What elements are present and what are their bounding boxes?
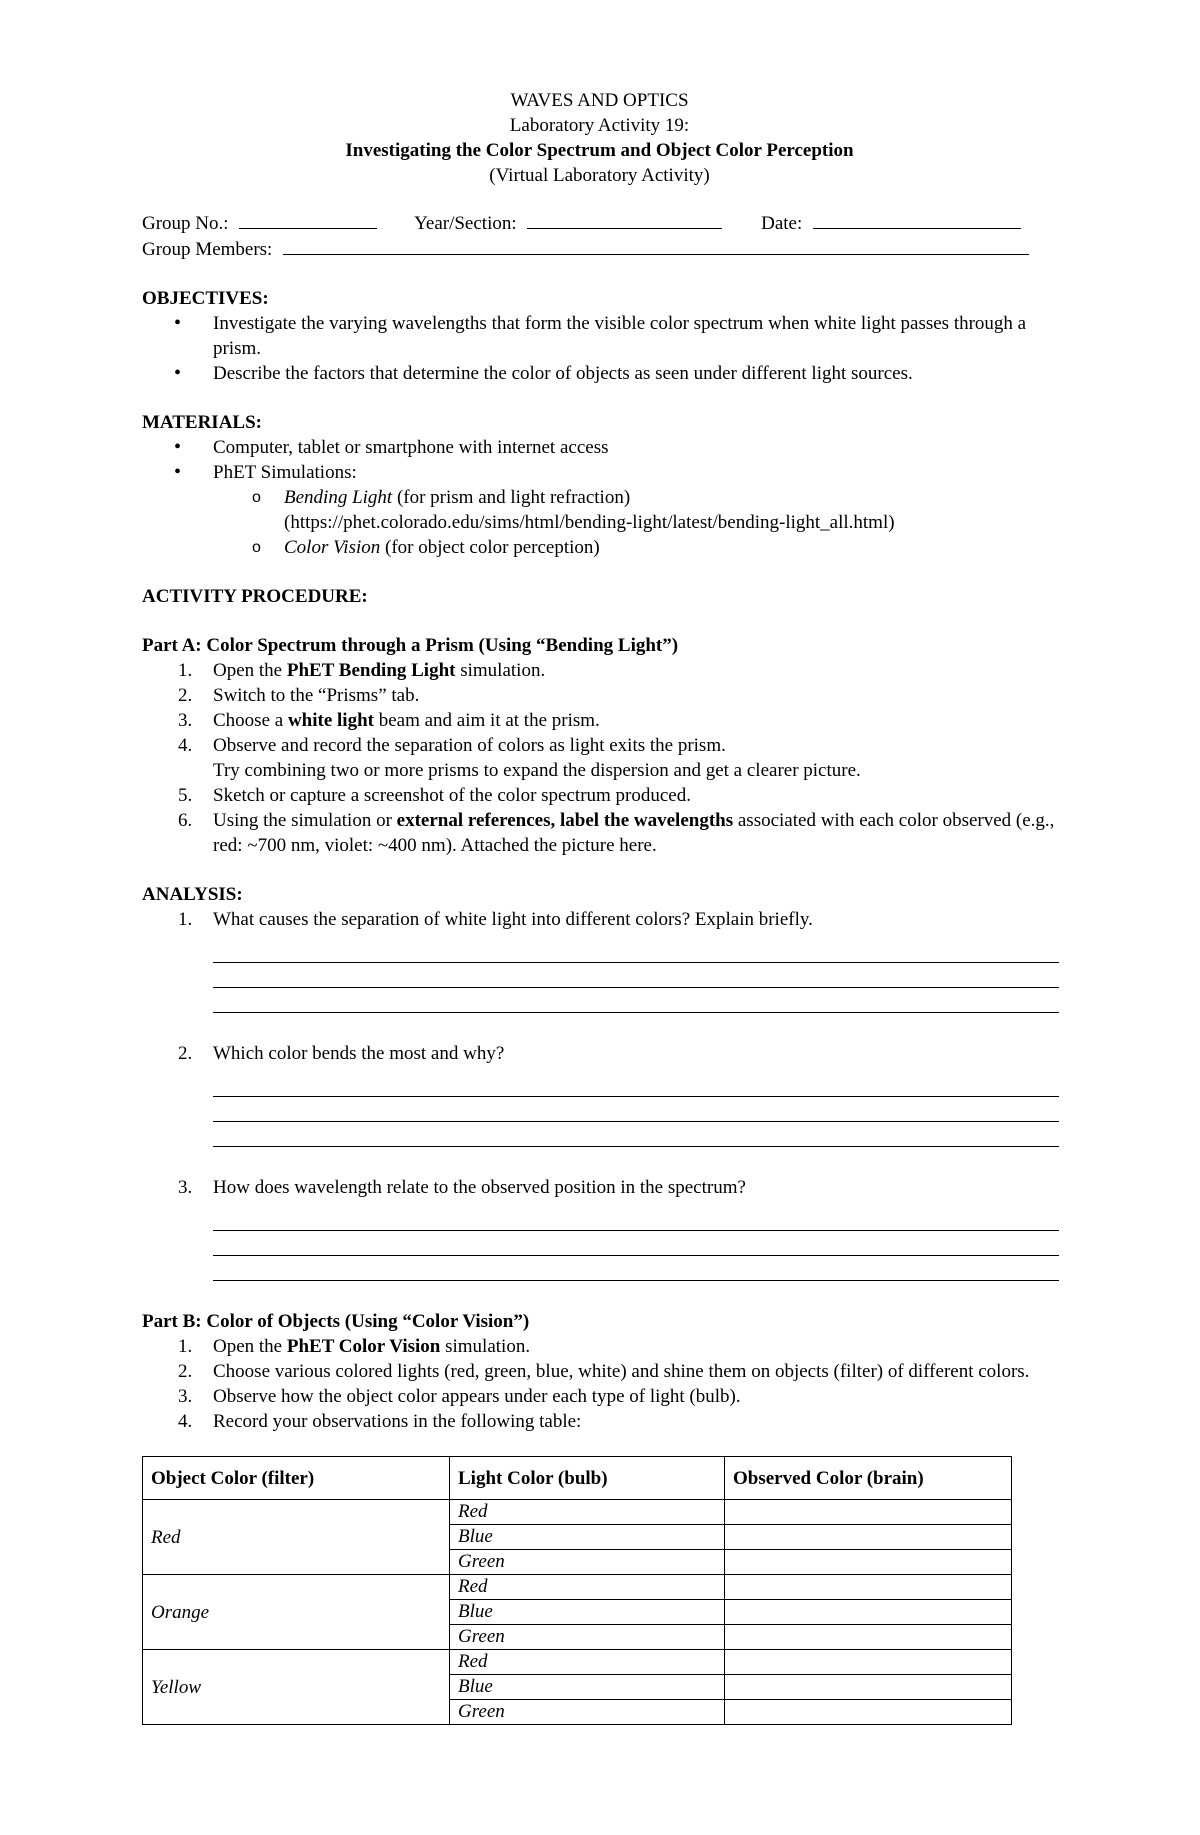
column-header: Light Color (bulb) [450,1457,725,1500]
observed-color-cell[interactable] [725,1625,1012,1650]
objectives-list [142,311,1057,386]
step-number: 2. [178,1361,193,1382]
analysis-questions [142,1041,1057,1066]
light-color-cell: Blue [450,1525,725,1550]
answer-lines-q1 [213,938,1059,1013]
answer-line[interactable] [213,1072,1059,1097]
objective-item: • Describe the factors that determine the color of objects as seen under different light sources. [142,361,1057,386]
table-row [143,1500,1012,1525]
sim-name: Bending Light [284,487,393,508]
step-item [142,708,1057,733]
observed-color-cell[interactable] [725,1650,1012,1675]
activity-number: Laboratory Activity 19: [509,115,690,136]
group-members-field[interactable] [283,236,1029,255]
object-color-cell: Red [143,1500,450,1575]
light-color-cell: Red [450,1650,725,1675]
material-item [142,460,1057,485]
step-number: 4. [178,735,193,756]
step-text-bold: PhET Bending Light [286,660,456,681]
step-text: Record your observations in the following table: [213,1411,582,1432]
step-text: Observe how the object color appears under each type of light (bulb). [213,1386,741,1407]
object-color-cell: Orange [143,1575,450,1650]
group-no-field[interactable] [239,210,377,229]
light-color-cell: Red [450,1575,725,1600]
light-color-cell: Blue [450,1600,725,1625]
answer-line[interactable] [213,938,1059,963]
observed-color-cell[interactable] [725,1525,1012,1550]
step-text: Using the simulation or [213,810,397,831]
step-item [142,783,1057,808]
step-item [142,808,1057,858]
simulation-item [142,485,1057,535]
simulation-item [142,535,1057,560]
group-info-row [142,210,1057,236]
procedure-heading: ACTIVITY PROCEDURE: [142,586,368,607]
step-number: 1. [178,660,193,681]
light-color-cell: Blue [450,1675,725,1700]
question-number: 1. [178,909,193,930]
step-number: 6. [178,810,193,831]
table-header-row [143,1457,1012,1500]
step-text: simulation. [455,660,546,681]
sim-name: Color Vision [284,537,381,558]
answer-line[interactable] [213,1206,1059,1231]
question-item [142,907,1057,932]
year-section-field[interactable] [527,210,722,229]
worksheet-page [142,88,1057,1725]
question-number: 2. [178,1043,193,1064]
question-text: Which color bends the most and why? [213,1043,505,1064]
sim-desc: (for prism and light refraction) [392,487,631,508]
step-text-bold: PhET Color Vision [286,1336,441,1357]
observed-color-cell[interactable] [725,1500,1012,1525]
step-text-bold: white light [287,710,374,731]
course-title: WAVES AND OPTICS [510,90,689,111]
objectives-heading: OBJECTIVES: [142,288,269,309]
observed-color-cell[interactable] [725,1600,1012,1625]
sim-url-link[interactable]: (https://phet.colorado.edu/sims/html/bending-light/latest/bending-light_all.html) [284,512,895,533]
simulations-list [142,485,1057,560]
activity-subtitle: (Virtual Laboratory Activity) [489,165,710,186]
step-item [142,733,1057,783]
part-a-heading: Part A: Color Spectrum through a Prism (Using “Bending Light”) [142,635,679,656]
question-item [142,1041,1057,1066]
objective-item: • Investigate the varying wavelengths that form the visible color spectrum when white light passes through a prism. [142,311,1057,361]
column-header: Object Color (filter) [143,1457,450,1500]
activity-title: Investigating the Color Spectrum and Object Color Perception [345,140,854,161]
answer-lines-q2 [213,1072,1059,1147]
step-text: associated with each color observed (e.g., red: ~700 nm, violet: ~400 nm). Attached the picture here. [213,810,1055,856]
step-item [142,683,1057,708]
date-label: Date: [761,213,803,234]
table-row [143,1575,1012,1600]
analysis-questions [142,1175,1057,1200]
step-item [142,658,1057,683]
part-b-steps [142,1334,1057,1434]
column-header: Observed Color (brain) [725,1457,1012,1500]
step-number: 2. [178,685,193,706]
observed-color-cell[interactable] [725,1575,1012,1600]
question-text: What causes the separation of white light into different colors? Explain briefly. [213,909,813,930]
step-text: Switch to the “Prisms” tab. [213,685,420,706]
question-number: 3. [178,1177,193,1198]
step-number: 4. [178,1411,193,1432]
group-members-row [142,236,1057,262]
step-text: Choose a [213,710,288,731]
light-color-cell: Green [450,1700,725,1725]
analysis-questions [142,907,1057,932]
part-a-steps [142,658,1057,858]
observed-color-cell[interactable] [725,1700,1012,1725]
answer-line[interactable] [213,1097,1059,1122]
step-text: Sketch or capture a screenshot of the color spectrum produced. [213,785,691,806]
step-text: Open the [213,660,287,681]
step-number: 3. [178,1386,193,1407]
step-item [142,1334,1057,1359]
step-text: Try combining two or more prisms to expand the dispersion and get a clearer picture. [213,760,861,781]
part-b-heading: Part B: Color of Objects (Using “Color Vision”) [142,1311,530,1332]
object-color-cell: Yellow [143,1650,450,1725]
step-number: 1. [178,1336,193,1357]
group-members-label: Group Members: [142,239,273,260]
observed-color-cell[interactable] [725,1675,1012,1700]
light-color-cell: Green [450,1625,725,1650]
step-item [142,1409,1057,1434]
step-text: simulation. [440,1336,531,1357]
year-section-label: Year/Section: [414,213,517,234]
step-text: Open the [213,1336,287,1357]
light-color-cell: Green [450,1550,725,1575]
step-text-bold: external references, label the wavelengths [396,810,734,831]
material-item-label: PhET Simulations: [213,462,357,483]
answer-line[interactable] [213,1256,1059,1281]
step-item [142,1359,1057,1384]
materials-list [142,435,1057,485]
step-number: 5. [178,785,193,806]
answer-line[interactable] [213,1231,1059,1256]
answer-line[interactable] [213,1122,1059,1147]
group-no-label: Group No.: [142,213,229,234]
observed-color-cell[interactable] [725,1550,1012,1575]
title-block [142,88,1057,188]
date-field[interactable] [813,210,1021,229]
observation-table [142,1456,1012,1725]
table-row [143,1650,1012,1675]
question-text: How does wavelength relate to the observed position in the spectrum? [213,1177,746,1198]
answer-lines-q3 [213,1206,1059,1281]
answer-line[interactable] [213,963,1059,988]
material-item: • Computer, tablet or smartphone with internet access [142,435,1057,460]
question-item [142,1175,1057,1200]
step-text: Choose various colored lights (red, green, blue, white) and shine them on objects (filter) of different colors. [213,1361,1030,1382]
step-item [142,1384,1057,1409]
materials-heading: MATERIALS: [142,412,262,433]
step-text: Observe and record the separation of colors as light exits the prism. [213,735,726,756]
sim-desc: (for object color perception) [380,537,600,558]
answer-line[interactable] [213,988,1059,1013]
step-text: beam and aim it at the prism. [373,710,600,731]
light-color-cell: Red [450,1500,725,1525]
step-number: 3. [178,710,193,731]
analysis-heading: ANALYSIS: [142,884,243,905]
